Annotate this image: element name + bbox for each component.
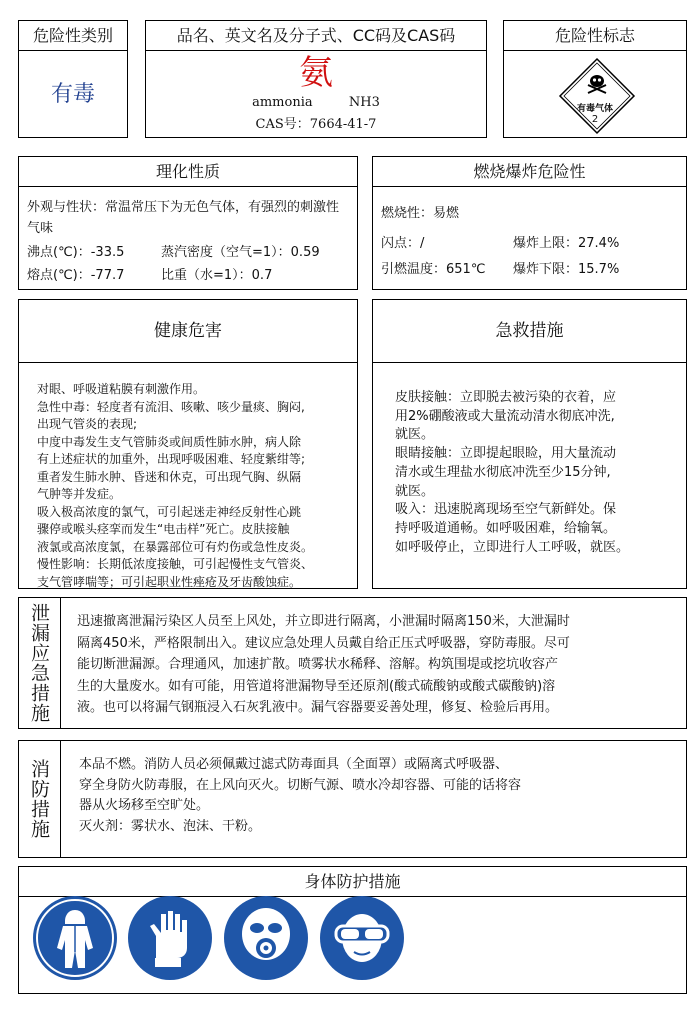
physchem-box <box>18 156 358 290</box>
leak-measure-line: 隔离450米，严格限制出入。建议应急处理人员戴自给正压式呼吸器，穿防毒服。尽可 <box>77 635 570 651</box>
health-hazard-line: 急性中毒：轻度者有流泪、咳嗽、咳少量痰、胸闷, <box>37 399 305 414</box>
first-aid-line: 吸入：迅速脱离现场至空气新鲜处。保 <box>395 502 617 518</box>
health-hazard-line: 吸入极高浓度的氯气，可引起迷走神经反射性心跳 <box>37 504 302 519</box>
health-hazard-line: 重者发生肺水肿、昏迷和休克，可出现气胸、纵隔 <box>37 469 302 484</box>
firefighting-line: 本品不燃。消防人员必须佩戴过滤式防毒面具（全面罩）或隔离式呼吸器、 <box>79 757 509 772</box>
flammability: 燃烧性：易燃 <box>381 206 460 221</box>
product-header: 品名、英文名及分子式、CC码及CAS码 <box>146 21 486 51</box>
hazard-class-box <box>18 20 128 138</box>
product-box <box>145 20 487 138</box>
hazard-class-value: 有毒 <box>50 82 95 107</box>
health-hazard-line: 支气管哮喘等；可引起职业性痤疮及牙齿酸蚀症。 <box>37 574 302 589</box>
leak-box <box>18 597 687 729</box>
product-formula: NH3 <box>348 95 380 110</box>
health-hazard-header: 健康危害 <box>19 300 357 363</box>
firefighting-line: 灭火剂：雾状水、泡沫、干粉。 <box>79 818 262 834</box>
hazard-sign-header: 危险性标志 <box>504 21 686 51</box>
product-cas: CAS号：7664-41-7 <box>255 117 377 132</box>
vapor-density: 蒸汽密度（空气=1）：0.59 <box>161 245 320 260</box>
first-aid-box <box>372 299 687 589</box>
first-aid-line: 就医。 <box>395 483 435 499</box>
first-aid-line: 清水或生理盐水彻底冲洗至少15分钟, <box>395 464 611 480</box>
hazard-sign-class: 2 <box>591 114 599 125</box>
ignition-temperature: 引燃温度：651℃ <box>381 262 486 277</box>
goggles-icon <box>320 896 404 980</box>
hazard-sign-box <box>503 20 687 138</box>
first-aid-line: 眼睛接触：立即提起眼睑，用大量流动 <box>395 446 617 462</box>
appearance-text: 外观与性状：常温常压下为无色气体，有强烈的刺激性气味 <box>27 200 340 236</box>
first-aid-line: 就医。 <box>395 427 435 443</box>
flash-point: 闪点：/ <box>381 236 425 251</box>
firefighting-line: 器从火场移至空旷处。 <box>79 798 210 813</box>
first-aid-line: 用2%硼酸液或大量流动清水彻底冲洗, <box>395 408 615 424</box>
health-hazard-line: 气肿等并发症。 <box>37 487 122 501</box>
fire-hazard-header: 燃烧爆炸危险性 <box>373 157 686 187</box>
firefighting-line: 穿全身防火防毒服，在上风向灭火。切断气源、喷水冷却容器、可能的话将容 <box>79 777 522 793</box>
fire-hazard-box <box>372 156 687 290</box>
gloves-icon <box>128 896 212 980</box>
first-aid-line: 如呼吸停止，立即进行人工呼吸，就医。 <box>395 539 630 555</box>
leak-measure-line: 能切断泄漏源。合理通风，加速扩散。喷雾状水稀释、溶解。构筑围堤或挖坑收容产 <box>77 657 559 673</box>
explosion-upper-limit: 爆炸上限：27.4% <box>513 236 620 251</box>
leak-header: 泄漏应急措施 <box>28 603 50 723</box>
protective-suit-icon <box>33 896 117 980</box>
health-hazard-line: 中度中毒发生支气管肺炎或间质性肺水肿，病人除 <box>37 434 302 449</box>
first-aid-line: 皮肤接触：立即脱去被污染的衣着，应 <box>395 390 617 405</box>
health-hazard-line: 骤停或喉头痉挛而发生“电击样”死亡。皮肤接触 <box>37 522 290 536</box>
boiling-point: 沸点(℃)：-33.5 <box>27 245 125 260</box>
firefighting-box <box>18 740 687 858</box>
leak-measure-line: 生的大量废水。如有可能，用管道将泄漏物导至还原剂(酸式硫酸钠或酸式碳酸钠)溶 <box>77 678 556 694</box>
ppe-header: 身体防护措施 <box>19 867 686 897</box>
specific-gravity: 比重（水=1）：0.7 <box>161 268 273 283</box>
health-hazard-box <box>18 299 358 589</box>
health-hazard-line: 对眼、呼吸道粘膜有刺激作用。 <box>37 382 206 396</box>
health-hazard-line: 慢性影响：长期低浓度接触，可引起慢性支气管炎、 <box>37 557 314 571</box>
product-name-cn: 氨 <box>299 53 333 93</box>
gas-mask-icon <box>224 896 308 980</box>
hazard-class-header: 危险性类别 <box>19 21 127 51</box>
firefighting-header: 消防措施 <box>28 759 50 839</box>
first-aid-header: 急救措施 <box>373 300 686 363</box>
health-hazard-line: 液氯或高浓度氯，在暴露部位可有灼伤或急性皮炎。 <box>37 539 314 554</box>
melting-point: 熔点(℃)：-77.7 <box>27 268 125 283</box>
leak-measure-line: 液。也可以将漏气钢瓶浸入石灰乳液中。漏气容器要妥善处理，修复、检验后再用。 <box>77 700 559 716</box>
health-hazard-line: 出现气管炎的表现; <box>37 417 138 431</box>
health-hazard-line: 有上述症状的加重外，出现呼吸困难、轻度紫绀等; <box>37 452 306 466</box>
physchem-header: 理化性质 <box>19 157 357 187</box>
hazard-sign-label: 有毒气体 <box>576 104 613 114</box>
explosion-lower-limit: 爆炸下限：15.7% <box>513 262 620 277</box>
product-name-en: ammonia <box>252 95 313 110</box>
leak-measure-line: 迅速撤离泄漏污染区人员至上风处，并立即进行隔离，小泄漏时隔离150米，大泄漏时 <box>77 614 570 629</box>
first-aid-line: 持呼吸道通畅。如呼吸困难，给输氧。 <box>395 520 617 536</box>
